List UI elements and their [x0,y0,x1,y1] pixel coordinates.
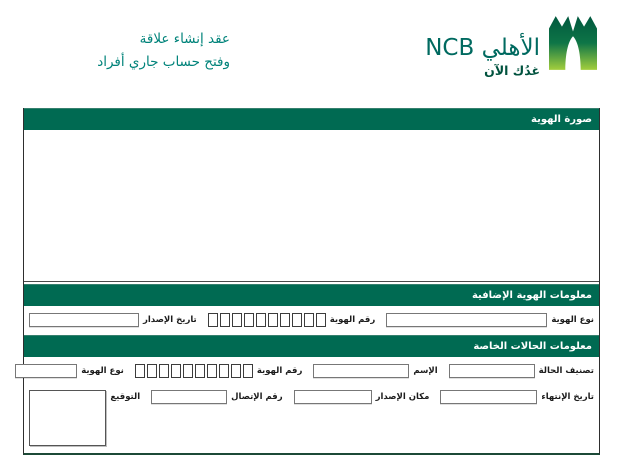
signature-label: التوقيع [110,392,141,402]
contact-number-input[interactable] [151,390,227,404]
char-box[interactable] [147,364,157,378]
issue-date-label: تاريخ الإصدار [143,315,197,325]
section-header-id-info: معلومات الهوية الإضافية [24,284,599,306]
char-box[interactable] [231,364,241,378]
name-label: الإسم [413,366,438,376]
document-title-line1: عقد إنشاء علاقة [139,31,230,47]
contact-number-label: رقم الإتصال [231,392,283,402]
char-box[interactable] [244,313,254,327]
char-box[interactable] [292,313,302,327]
document-title-line2: وفتح حساب جاري أفراد [97,53,230,70]
id-number-label: رقم الهوية [329,315,376,325]
section-header-id-photo: صورة الهوية [24,108,599,130]
special-cases-row2 [24,386,599,453]
sc-id-number-label: رقم الهوية [256,366,303,376]
char-box[interactable] [280,313,290,327]
case-class-label: تصنيف الحالة [538,366,594,376]
issue-place-input[interactable] [294,390,372,404]
char-box[interactable] [316,313,326,327]
char-box[interactable] [207,364,217,378]
id-type-label: نوع الهوية [551,315,594,325]
sc-id-number-charboxes [135,364,253,378]
sc-id-type-label: نوع الهوية [81,366,124,376]
document-title [22,28,230,102]
id-number-charboxes [208,313,326,327]
issue-place-label: مكان الإصدار [375,392,430,402]
char-box[interactable] [208,313,218,327]
char-box[interactable] [256,313,266,327]
char-box[interactable] [171,364,181,378]
account-form [23,108,600,455]
expiry-date-input[interactable] [440,390,537,404]
name-input[interactable] [313,364,409,378]
char-box[interactable] [243,364,253,378]
id-type-input[interactable] [386,313,547,327]
ncb-arch-icon [549,14,597,70]
section-header-special-cases: معلومات الحالات الخاصة [24,335,599,357]
bank-wordmark: الأهلي NCB [425,35,540,61]
char-box[interactable] [195,364,205,378]
expiry-date-label: تاريخ الإنتهاء [541,392,594,402]
sc-id-type-input[interactable] [15,364,77,378]
signature-box [29,390,106,446]
id-photo-area [24,130,599,282]
char-box[interactable] [219,364,229,378]
char-box[interactable] [183,364,193,378]
issue-date-input[interactable] [29,313,139,327]
bank-tagline: غدُك الآن [484,63,540,79]
char-box[interactable] [232,313,242,327]
id-info-row [24,306,599,335]
page-header [0,0,623,102]
special-cases-row1 [24,357,599,386]
char-box[interactable] [304,313,314,327]
char-box[interactable] [220,313,230,327]
char-box[interactable] [268,313,278,327]
char-box[interactable] [135,364,145,378]
ncb-logo [425,14,597,102]
char-box[interactable] [159,364,169,378]
case-class-input[interactable] [449,364,535,378]
